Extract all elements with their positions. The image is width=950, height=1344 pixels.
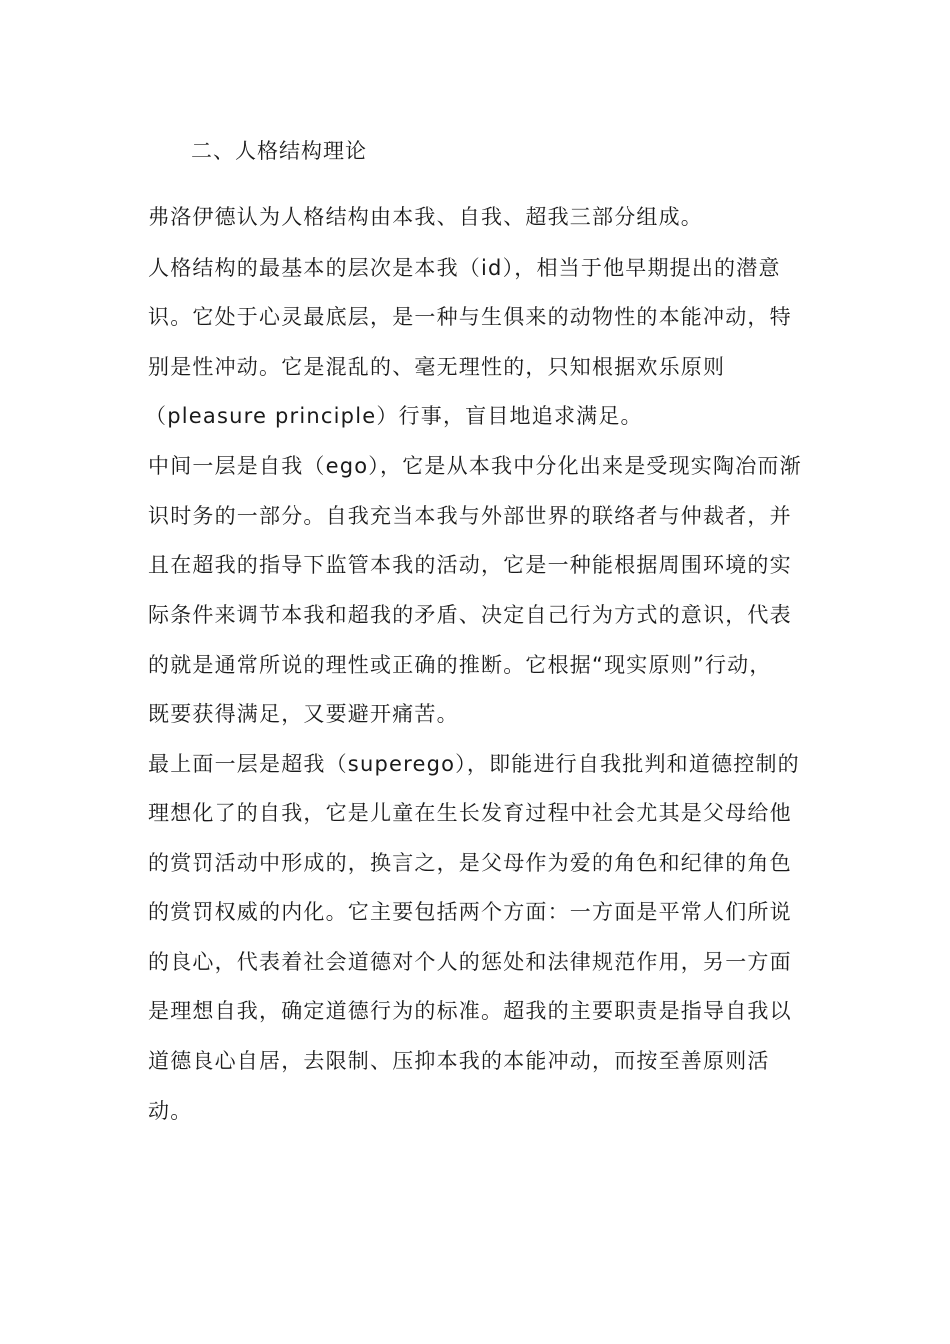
text-line-9: 际条件来调节本我和超我的矛盾、决定自己行为方式的意识，代表: [148, 603, 792, 627]
text-line-13: 理想化了的自我，它是儿童在生长发育过程中社会尤其是父母给他: [148, 801, 792, 825]
text-line-4: 别是性冲动。它是混乱的、毫无理性的，只知根据欢乐原则: [148, 355, 726, 379]
text-line-1: 弗洛伊德认为人格结构由本我、自我、超我三部分组成。: [148, 205, 703, 229]
text-line-8: 且在超我的指导下监管本我的活动，它是一种能根据周围环境的实: [148, 553, 792, 577]
text-line-14: 的赏罚活动中形成的，换言之，是父母作为爱的角色和纪律的角色: [148, 851, 792, 875]
text-line-7: 识时务的一部分。自我充当本我与外部世界的联络者与仲裁者，并: [148, 504, 792, 528]
section-heading: 二、人格结构理论: [191, 139, 367, 163]
text-line-5: （pleasure principle）行事，盲目地追求满足。: [145, 404, 643, 428]
text-line-12: 最上面一层是超我（superego），即能进行自我批判和道德控制的: [148, 752, 800, 776]
text-line-6: 中间一层是自我（ego），它是从本我中分化出来是受现实陶冶而渐: [148, 454, 802, 478]
text-line-18: 道德良心自居，去限制、压抑本我的本能冲动，而按至善原则活: [148, 1049, 770, 1073]
text-line-3: 识。它处于心灵最底层，是一种与生俱来的动物性的本能冲动，特: [148, 305, 792, 329]
text-line-10: 的就是通常所说的理性或正确的推断。它根据“现实原则”行动，: [148, 653, 772, 677]
text-line-19: 动。: [148, 1099, 193, 1123]
text-line-2: 人格结构的最基本的层次是本我（id），相当于他早期提出的潜意: [148, 256, 781, 280]
text-line-17: 是理想自我，确定道德行为的标准。超我的主要职责是指导自我以: [148, 999, 792, 1023]
text-line-16: 的良心，代表着社会道德对个人的惩处和法律规范作用，另一方面: [148, 950, 792, 974]
text-line-15: 的赏罚权威的内化。它主要包括两个方面：一方面是平常人们所说: [148, 900, 792, 924]
text-line-11: 既要获得满足，又要避开痛苦。: [148, 702, 459, 726]
